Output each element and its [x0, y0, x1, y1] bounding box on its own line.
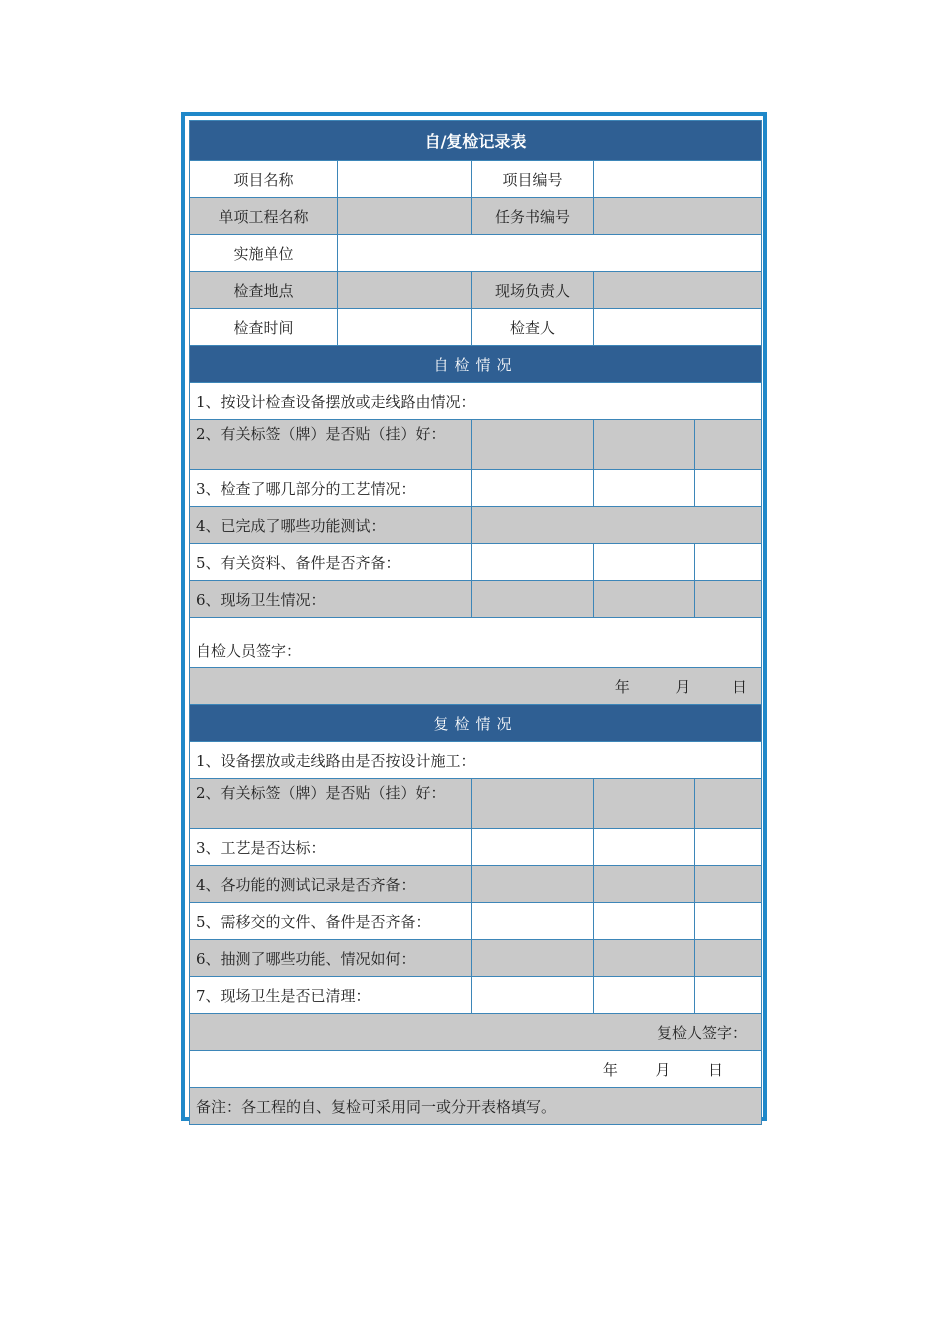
recheck-item-7: [190, 977, 762, 1014]
recheck-cell[interactable]: [472, 940, 594, 977]
self-check-date[interactable]: [190, 668, 762, 705]
self-check-item-label: 5、有关资料、备件是否齐备：: [190, 544, 472, 581]
field-sub-project-name[interactable]: [338, 198, 472, 235]
recheck-cell[interactable]: [472, 829, 594, 866]
recheck-cell[interactable]: [695, 977, 762, 1014]
field-project-name[interactable]: [338, 161, 472, 198]
label-onsite-manager: 现场负责人: [472, 272, 594, 309]
field-onsite-manager[interactable]: [594, 272, 762, 309]
recheck-item-1: [190, 742, 762, 779]
self-check-cell[interactable]: [472, 420, 594, 470]
recheck-cell[interactable]: [695, 779, 762, 829]
self-check-cell[interactable]: [594, 581, 695, 618]
self-check-cell[interactable]: [695, 581, 762, 618]
self-check-cell[interactable]: [472, 581, 594, 618]
recheck-item-label: 2、有关标签（牌）是否贴（挂）好：: [190, 779, 472, 829]
self-check-item-label: 3、检查了哪几部分的工艺情况：: [190, 470, 472, 507]
self-check-cell[interactable]: [472, 470, 594, 507]
recheck-item-6: [190, 940, 762, 977]
self-check-cell[interactable]: [695, 470, 762, 507]
inspection-record-form: [181, 112, 767, 1121]
date-year: 年: [614, 677, 630, 696]
self-check-item-6: [190, 581, 762, 618]
label-check-time: 检查时间: [190, 309, 338, 346]
self-check-heading: 自检情况: [190, 346, 762, 383]
label-location: 检查地点: [190, 272, 338, 309]
row-location: [190, 272, 762, 309]
self-check-date-row: [190, 668, 762, 705]
self-check-item-3: [190, 470, 762, 507]
recheck-signature-row: [190, 1014, 762, 1051]
date-day: 日: [732, 677, 748, 696]
self-check-signature-row: [190, 618, 762, 668]
row-project: [190, 161, 762, 198]
date-month: 月: [675, 677, 691, 696]
recheck-cell[interactable]: [695, 829, 762, 866]
self-check-heading-row: [190, 346, 762, 383]
recheck-item-label: 1、设备摆放或走线路由是否按设计施工：: [190, 742, 762, 779]
recheck-cell[interactable]: [594, 940, 695, 977]
self-check-item-2: [190, 420, 762, 470]
self-check-item-label: 6、现场卫生情况：: [190, 581, 472, 618]
row-sub-project: [190, 198, 762, 235]
self-check-cell[interactable]: [594, 420, 695, 470]
recheck-item-5: [190, 903, 762, 940]
field-project-number[interactable]: [594, 161, 762, 198]
recheck-cell[interactable]: [594, 866, 695, 903]
self-check-cell[interactable]: [594, 470, 695, 507]
recheck-cell[interactable]: [695, 940, 762, 977]
self-check-item-5: [190, 544, 762, 581]
date-year: 年: [602, 1060, 618, 1079]
row-unit: [190, 235, 762, 272]
field-inspector[interactable]: [594, 309, 762, 346]
recheck-signature-label[interactable]: 复检人签字：: [190, 1014, 762, 1051]
recheck-item-2: [190, 779, 762, 829]
recheck-cell[interactable]: [472, 779, 594, 829]
label-sub-project-name: 单项工程名称: [190, 198, 338, 235]
recheck-item-label: 4、各功能的测试记录是否齐备：: [190, 866, 472, 903]
self-check-cell[interactable]: [695, 420, 762, 470]
self-check-item-label: 4、已完成了哪些功能测试：: [190, 507, 472, 544]
recheck-cell[interactable]: [695, 866, 762, 903]
field-task-number[interactable]: [594, 198, 762, 235]
recheck-date[interactable]: [190, 1051, 762, 1088]
self-check-cell[interactable]: [594, 544, 695, 581]
recheck-date-row: [190, 1051, 762, 1088]
recheck-item-label: 3、工艺是否达标：: [190, 829, 472, 866]
self-check-item-label: 2、有关标签（牌）是否贴（挂）好：: [190, 420, 472, 470]
recheck-cell[interactable]: [594, 779, 695, 829]
label-task-number: 任务书编号: [472, 198, 594, 235]
recheck-cell[interactable]: [594, 903, 695, 940]
recheck-heading-row: [190, 705, 762, 742]
self-check-cell[interactable]: [695, 544, 762, 581]
self-check-signature-label[interactable]: 自检人员签字：: [190, 618, 762, 668]
label-project-name: 项目名称: [190, 161, 338, 198]
note-text: 备注：各工程的自、复检可采用同一或分开表格填写。: [190, 1088, 762, 1125]
recheck-cell[interactable]: [472, 977, 594, 1014]
self-check-cell[interactable]: [472, 507, 762, 544]
date-month: 月: [655, 1060, 671, 1079]
recheck-item-label: 5、需移交的文件、备件是否齐备：: [190, 903, 472, 940]
row-check-time: [190, 309, 762, 346]
label-unit: 实施单位: [190, 235, 338, 272]
recheck-cell[interactable]: [695, 903, 762, 940]
recheck-heading: 复检情况: [190, 705, 762, 742]
title-row: [190, 121, 762, 161]
field-unit[interactable]: [338, 235, 762, 272]
recheck-item-4: [190, 866, 762, 903]
recheck-cell[interactable]: [472, 866, 594, 903]
self-check-item-1: [190, 383, 762, 420]
label-project-number: 项目编号: [472, 161, 594, 198]
recheck-item-3: [190, 829, 762, 866]
self-check-cell[interactable]: [472, 544, 594, 581]
self-check-item-4: [190, 507, 762, 544]
field-check-time[interactable]: [338, 309, 472, 346]
recheck-cell[interactable]: [472, 903, 594, 940]
recheck-cell[interactable]: [594, 977, 695, 1014]
self-check-item-label: 1、按设计检查设备摆放或走线路由情况：: [190, 383, 762, 420]
field-location[interactable]: [338, 272, 472, 309]
recheck-item-label: 6、抽测了哪些功能、情况如何：: [190, 940, 472, 977]
date-day: 日: [708, 1060, 724, 1079]
recheck-item-label: 7、现场卫生是否已清理：: [190, 977, 472, 1014]
recheck-cell[interactable]: [594, 829, 695, 866]
form-table: [189, 120, 762, 1125]
note-row: [190, 1088, 762, 1125]
label-inspector: 检查人: [472, 309, 594, 346]
form-title: 自/复检记录表: [190, 121, 762, 161]
